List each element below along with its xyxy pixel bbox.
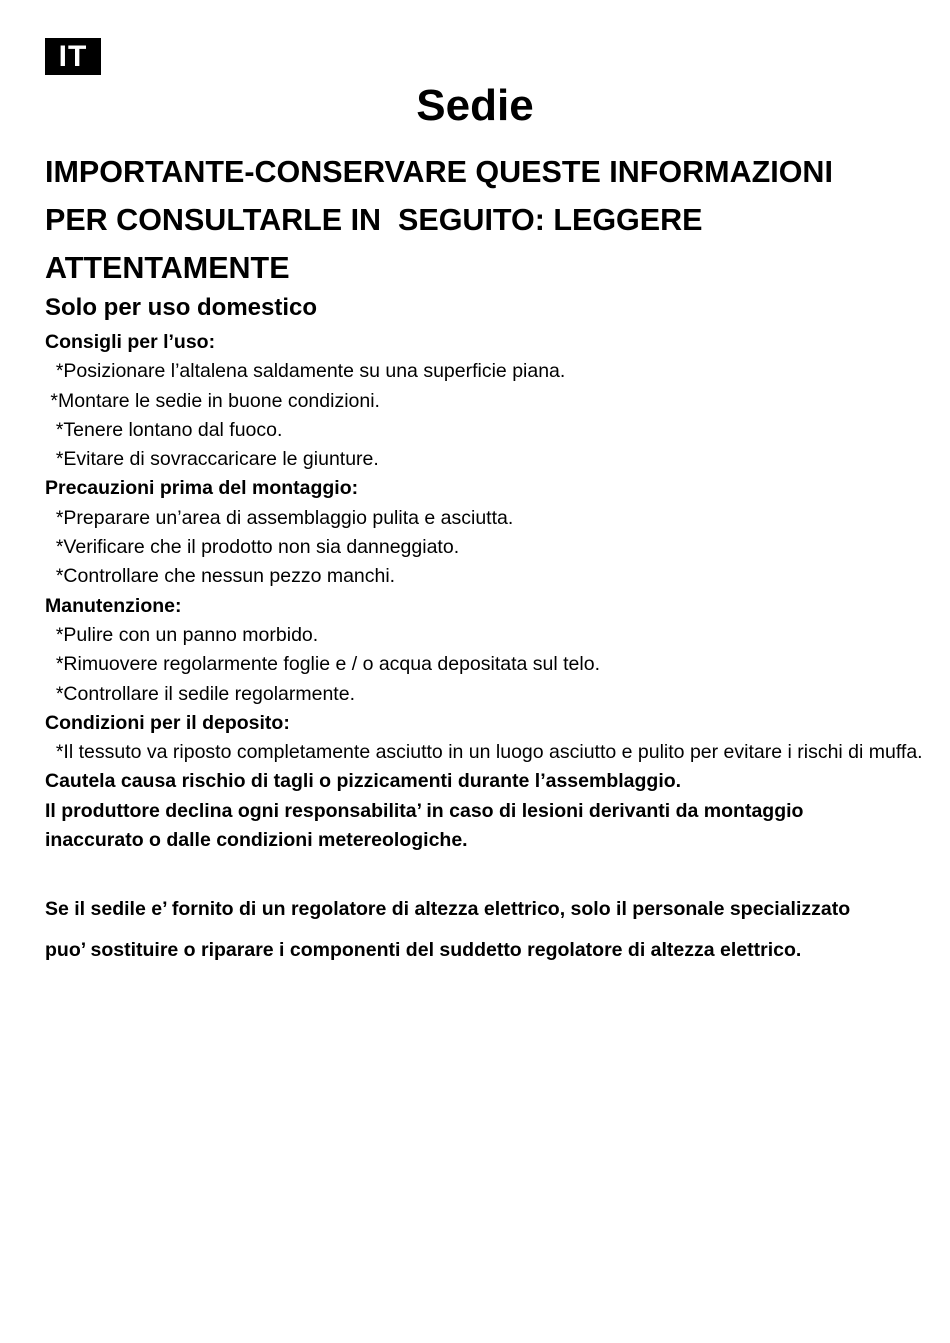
usage-item: *Posizionare l’altalena saldamente su una superficie piana. xyxy=(45,360,566,383)
warning-line-1: IMPORTANTE-CONSERVARE QUESTE INFORMAZIONI xyxy=(45,155,833,189)
domestic-use-note: Solo per uso domestico xyxy=(45,294,318,321)
usage-heading: Consigli per l’uso: xyxy=(45,331,216,353)
warning-line-2: PER CONSULTARLE IN SEGUITO: LEGGERE xyxy=(45,203,703,237)
precautions-item: *Verificare che il prodotto non sia danneggiato. xyxy=(45,536,460,559)
maintenance-item: *Pulire con un panno morbido. xyxy=(45,623,319,646)
precautions-item: *Controllare che nessun pezzo manchi. xyxy=(45,565,396,588)
electric-regulator-note xyxy=(45,889,925,971)
important-warning-heading xyxy=(45,148,925,292)
caution-line-3: inaccurato o dalle condizioni metereologiche. xyxy=(45,829,468,852)
storage-text: *Il tessuto va riposto completamente asciutto in un luogo asciutto e pulito per evitare i rischi di muffa. xyxy=(45,741,923,764)
precautions-heading: Precauzioni prima del montaggio: xyxy=(45,477,359,500)
usage-item: *Montare le sedie in buone condizioni. xyxy=(45,389,380,412)
maintenance-item: *Rimuovere regolarmente foglie e / o acqua depositata sul telo. xyxy=(45,653,600,676)
language-badge: IT xyxy=(45,38,101,75)
electric-line-2: puo’ sostituire o riparare i componenti del suddetto regolatore di altezza elettrico. xyxy=(45,939,802,961)
usage-item: *Evitare di sovraccaricare le giunture. xyxy=(45,448,379,471)
warning-line-3: ATTENTAMENTE xyxy=(45,251,290,285)
caution-line-2: Il produttore declina ogni responsabilita’ in caso di lesioni derivanti da montaggio xyxy=(45,799,804,822)
electric-line-1: Se il sedile e’ fornito di un regolatore di altezza elettrico, solo il personale specializzato xyxy=(45,898,851,920)
maintenance-heading: Manutenzione: xyxy=(45,594,182,617)
precautions-item: *Preparare un’area di assemblaggio pulita e asciutta. xyxy=(45,506,514,529)
page-title: Sedie xyxy=(416,81,534,130)
storage-heading: Condizioni per il deposito: xyxy=(45,711,290,734)
instructions-body xyxy=(45,328,925,855)
maintenance-item: *Controllare il sedile regolarmente. xyxy=(45,682,355,705)
usage-item: *Tenere lontano dal fuoco. xyxy=(45,418,283,441)
caution-line-1: Cautela causa rischio di tagli o pizzicamenti durante l’assemblaggio. xyxy=(45,770,682,793)
